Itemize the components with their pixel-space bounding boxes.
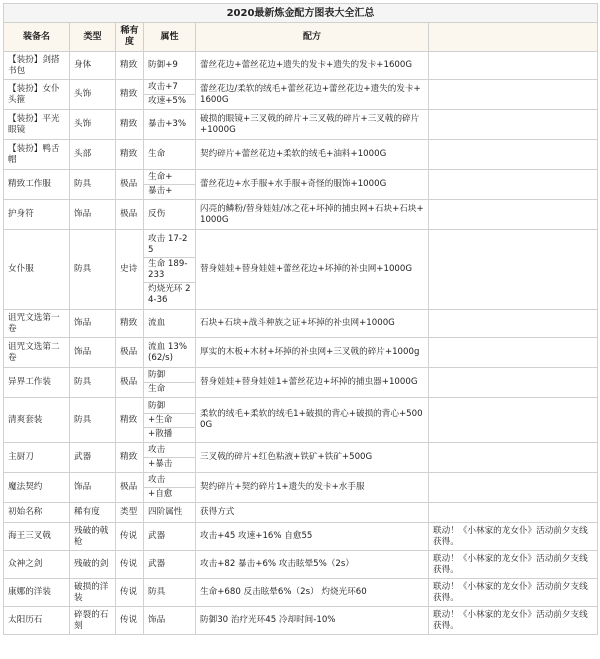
- cell-rarity: 精致: [116, 52, 144, 80]
- attr-item: 武器: [148, 531, 166, 541]
- recipe-table-container: [3, 3, 597, 635]
- cell-attr: [144, 503, 196, 523]
- cell-recipe: 石块+石块+战斗种族之证+坏掉的补虫网+1000G: [196, 310, 429, 338]
- header-row: [4, 23, 598, 52]
- attr-item: 暴击+3%: [148, 119, 187, 129]
- attr-item: 攻击+7: [144, 81, 195, 95]
- cell-attr: [144, 368, 196, 398]
- attr-item: 攻击 17-25: [144, 233, 195, 258]
- cell-rarity: 极品: [116, 473, 144, 503]
- cell-type: 防具: [70, 170, 116, 200]
- cell-attr: [144, 473, 196, 503]
- attr-item: 防御: [144, 400, 195, 414]
- attr-item: 攻速+5%: [148, 96, 187, 106]
- cell-name: 【装扮】剑搭书包: [4, 52, 70, 80]
- attr-item: 生命+: [144, 171, 195, 185]
- cell-recipe: 替身娃娃+替身娃娃1+蕾丝花边+坏掉的捕虫器+1000G: [196, 368, 429, 398]
- attr-item: 四阶属性: [148, 507, 183, 517]
- cell-recipe: 破损的眼镜+三叉戟的碎片+三叉戟的碎片+三叉戟的碎片+1000G: [196, 110, 429, 140]
- table-body: [4, 52, 598, 635]
- header-name: 装备名: [4, 23, 70, 52]
- attr-item: 流血 13%(62/s): [148, 341, 188, 363]
- cell-recipe: 防御30 治疗光环45 冷却时间-10%: [196, 607, 429, 635]
- cell-rarity: 精致: [116, 110, 144, 140]
- cell-extra: [429, 443, 598, 473]
- cell-type: 头部: [70, 140, 116, 170]
- attr-item: 生命 189-233: [144, 258, 195, 283]
- cell-rarity: 精致: [116, 443, 144, 473]
- cell-type: 头饰: [70, 110, 116, 140]
- cell-attr: [144, 523, 196, 551]
- cell-attr: [144, 52, 196, 80]
- cell-extra: [429, 230, 598, 310]
- attr-item: +暴击: [148, 459, 173, 469]
- cell-rarity: 极品: [116, 338, 144, 368]
- cell-extra: [429, 80, 598, 110]
- linkage-row: [4, 503, 598, 523]
- attr-item: +散播: [148, 428, 173, 439]
- cell-recipe: 闪亮的鳞粉/替身娃娃/冰之花+坏掉的捕虫网+石块+石块+1000G: [196, 200, 429, 230]
- cell-recipe: 蕾丝花边+蕾丝花边+遗失的发卡+遗失的发卡+1600G: [196, 52, 429, 80]
- cell-recipe: 契约碎片+蕾丝花边+柔软的绒毛+油料+1000G: [196, 140, 429, 170]
- cell-rarity: 精致: [116, 140, 144, 170]
- attr-item: 防御: [144, 369, 195, 383]
- cell-recipe: 生命+680 反击眩晕6%（2s） 灼烧光环60: [196, 579, 429, 607]
- cell-attr: [144, 551, 196, 579]
- cell-name: 女仆服: [4, 230, 70, 310]
- cell-attr: [144, 80, 196, 110]
- cell-attr: [144, 140, 196, 170]
- cell-attr: [144, 338, 196, 368]
- attr-item: 攻击: [144, 444, 195, 458]
- cell-extra: [429, 398, 598, 443]
- cell-type: 破损的洋装: [70, 579, 116, 607]
- cell-recipe: 柔软的绒毛+柔软的绒毛1+破损的背心+破损的背心+5000G: [196, 398, 429, 443]
- attr-item: 灼烧光环 24-36: [148, 283, 191, 305]
- cell-name: 海王三叉戟: [4, 523, 70, 551]
- cell-extra: 联动！《小林家的龙女仆》活动前夕支线获得。: [429, 607, 598, 635]
- cell-type: 防具: [70, 230, 116, 310]
- cell-name: 精致工作服: [4, 170, 70, 200]
- table-row: [4, 443, 598, 473]
- cell-name: 康娜的洋装: [4, 579, 70, 607]
- cell-extra: [429, 368, 598, 398]
- cell-name: 众神之剑: [4, 551, 70, 579]
- cell-name: 太阳历石: [4, 607, 70, 635]
- cell-name: 初始名称: [4, 503, 70, 523]
- table-row: [4, 170, 598, 200]
- header-extra: [429, 23, 598, 52]
- attr-item: 饰品: [148, 615, 166, 625]
- cell-extra: [429, 170, 598, 200]
- cell-extra: 联动！《小林家的龙女仆》活动前夕支线获得。: [429, 551, 598, 579]
- cell-recipe: 厚实的木板+木材+坏掉的补虫网+三叉戟的碎片+1000g: [196, 338, 429, 368]
- cell-extra: [429, 52, 598, 80]
- table-row: [4, 110, 598, 140]
- cell-type: 身体: [70, 52, 116, 80]
- cell-name: 异界工作装: [4, 368, 70, 398]
- cell-extra: [429, 140, 598, 170]
- table-row: [4, 310, 598, 338]
- attr-item: 生命: [148, 384, 166, 394]
- cell-rarity: 极品: [116, 368, 144, 398]
- cell-name: 诅咒文选第一卷: [4, 310, 70, 338]
- cell-name: 清爽套装: [4, 398, 70, 443]
- cell-recipe: 蕾丝花边/柔软的绒毛+蕾丝花边+蕾丝花边+遗失的发卡+1600G: [196, 80, 429, 110]
- cell-attr: [144, 310, 196, 338]
- cell-rarity: 极品: [116, 170, 144, 200]
- cell-type: 饰品: [70, 338, 116, 368]
- cell-name: 护身符: [4, 200, 70, 230]
- attr-item: +生命: [144, 414, 195, 428]
- attr-item: 反伤: [148, 209, 166, 219]
- cell-attr: [144, 579, 196, 607]
- cell-extra: 联动！《小林家的龙女仆》活动前夕支线获得。: [429, 523, 598, 551]
- header-recipe: 配方: [196, 23, 429, 52]
- attr-item: 攻击: [144, 474, 195, 488]
- cell-extra: [429, 110, 598, 140]
- cell-type: 头饰: [70, 80, 116, 110]
- cell-attr: [144, 230, 196, 310]
- table-row: [4, 398, 598, 443]
- linkage-row: [4, 523, 598, 551]
- cell-name: 诅咒文选第二卷: [4, 338, 70, 368]
- cell-rarity: 史诗: [116, 230, 144, 310]
- cell-name: 主厨刀: [4, 443, 70, 473]
- table-row: [4, 52, 598, 80]
- table-row: [4, 368, 598, 398]
- cell-type: 稀有度: [70, 503, 116, 523]
- cell-extra: [429, 338, 598, 368]
- cell-attr: [144, 398, 196, 443]
- cell-type: 防具: [70, 368, 116, 398]
- linkage-row: [4, 607, 598, 635]
- cell-extra: [429, 200, 598, 230]
- attr-item: 防御+9: [148, 60, 178, 70]
- cell-type: 残破的戟枪: [70, 523, 116, 551]
- cell-rarity: 传说: [116, 607, 144, 635]
- cell-rarity: 传说: [116, 579, 144, 607]
- table-row: [4, 230, 598, 310]
- attr-item: 暴击+: [148, 186, 173, 196]
- cell-recipe: 替身娃娃+替身娃娃+蕾丝花边+坏掉的补虫网+1000G: [196, 230, 429, 310]
- linkage-row: [4, 579, 598, 607]
- cell-recipe: 蕾丝花边+水手服+水手服+奇怪的服饰+1000G: [196, 170, 429, 200]
- recipe-table: [3, 3, 598, 635]
- table-row: [4, 140, 598, 170]
- header-type: 类型: [70, 23, 116, 52]
- cell-recipe: 契约碎片+契约碎片1+遗失的发卡+水手服: [196, 473, 429, 503]
- cell-extra: [429, 473, 598, 503]
- cell-rarity: 极品: [116, 200, 144, 230]
- cell-rarity: 精致: [116, 310, 144, 338]
- cell-attr: [144, 200, 196, 230]
- cell-name: 【装扮】女仆头箍: [4, 80, 70, 110]
- header-attr: 属性: [144, 23, 196, 52]
- cell-recipe: 获得方式: [196, 503, 429, 523]
- cell-type: 碎裂的石刻: [70, 607, 116, 635]
- cell-rarity: 类型: [116, 503, 144, 523]
- cell-recipe: 攻击+82 暴击+6% 攻击眩晕5%（2s）: [196, 551, 429, 579]
- cell-attr: [144, 607, 196, 635]
- cell-rarity: 传说: [116, 523, 144, 551]
- linkage-row: [4, 551, 598, 579]
- cell-type: 饰品: [70, 200, 116, 230]
- cell-name: 【装扮】平光眼镜: [4, 110, 70, 140]
- cell-name: 【装扮】鸭舌帽: [4, 140, 70, 170]
- cell-extra: 联动！《小林家的龙女仆》活动前夕支线获得。: [429, 579, 598, 607]
- attr-item: 防具: [148, 587, 166, 597]
- cell-extra: [429, 503, 598, 523]
- cell-attr: [144, 443, 196, 473]
- attr-item: 流血: [148, 318, 166, 328]
- cell-attr: [144, 170, 196, 200]
- cell-type: 武器: [70, 443, 116, 473]
- cell-type: 残破的剑: [70, 551, 116, 579]
- cell-type: 饰品: [70, 310, 116, 338]
- table-row: [4, 200, 598, 230]
- header-rarity: 稀有度: [116, 23, 144, 52]
- cell-type: 防具: [70, 398, 116, 443]
- table-title: 2020最新炼金配方图表大全汇总: [4, 4, 598, 23]
- cell-recipe: 三叉戟的碎片+红色粘液+铁矿+铁矿+500G: [196, 443, 429, 473]
- attr-item: 武器: [148, 559, 166, 569]
- cell-recipe: 攻击+45 攻速+16% 自愈55: [196, 523, 429, 551]
- cell-name: 魔法契约: [4, 473, 70, 503]
- cell-extra: [429, 310, 598, 338]
- cell-type: 饰品: [70, 473, 116, 503]
- table-row: [4, 80, 598, 110]
- cell-rarity: 精致: [116, 398, 144, 443]
- table-row: [4, 473, 598, 503]
- cell-rarity: 传说: [116, 551, 144, 579]
- cell-attr: [144, 110, 196, 140]
- attr-item: 生命: [148, 149, 166, 159]
- attr-item: +自愈: [148, 489, 173, 499]
- table-row: [4, 338, 598, 368]
- cell-rarity: 精致: [116, 80, 144, 110]
